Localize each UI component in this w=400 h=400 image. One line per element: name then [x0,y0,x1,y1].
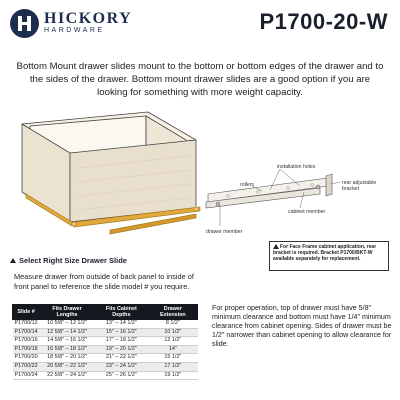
brand-logo [10,9,133,39]
header-drawer-extension: Drawer Extension [148,305,197,320]
header-drawer-lengths: Fits Drawer Lengths [40,305,95,320]
table-row [13,337,198,346]
table-cell: P1700/20 [13,354,40,363]
brand-name: HICKORY [44,10,133,27]
table-row [13,371,198,380]
table-cell: 13" – 14 1/2" [94,320,148,329]
section-title-text: Select Right Size Drawer Slide [19,256,127,265]
warning-icon [273,244,279,249]
intro-text: Bottom Mount drawer slides mount to the bottom or bottom edges of the drawer and to the sides of the drawer. Bottom mount drawer slides are a good option if you are looking for something with more weight capacity. [16,61,384,98]
header-cabinet-depths: Fits Cabinet Depths [94,305,148,320]
table-cell: 23" – 24 1/2" [94,362,148,371]
table-cell: 17 1/2" [148,362,197,371]
table-cell: 10 5/8" – 12 1/2" [40,320,95,329]
table-cell: 12 5/8" – 14 1/2" [40,328,95,337]
model-number: P1700-20-W [259,9,388,34]
face-frame-note-text: For Face Frame cabinet application, rear bracket is required. Bracket P1700/BKT-W available separately for replacement. [273,244,377,262]
clearance-text: For proper operation, top of drawer must have 5/8" minimum clearance and bottom must have 1/4" minimum clearance from cabinet opening. Sides of drawer must be 1/2" narrower than cabinet opening to allow clearance for slide. [212,304,392,348]
table-cell: P1700/16 [13,337,40,346]
table-cell: 15" – 16 1/2" [94,328,148,337]
size-table-header [13,305,198,320]
table-cell: 19" – 20 1/2" [94,345,148,354]
table-cell: 20 5/8" – 22 1/2" [40,362,95,371]
table-row [13,320,198,329]
warning-triangle-icon [10,258,16,263]
table-row [13,328,198,337]
table-cell: P1700/24 [13,371,40,380]
table-cell: 25" – 26 1/2" [94,371,148,380]
drawer-illustration [0,110,210,260]
logo-mark-icon [10,9,39,38]
table-cell: 18 5/8" – 20 1/2" [40,354,95,363]
table-cell: 12 1/2" [148,337,197,346]
brand-subtitle: HARDWARE [44,27,105,34]
table-row [13,345,198,354]
table-cell: 15 1/2" [148,354,197,363]
table-cell: P1700/18 [13,345,40,354]
label-rear-bracket: rear adjustable bracket [342,180,377,192]
table-cell: 21" – 22 1/2" [94,354,148,363]
table-cell: 14 5/8" – 16 1/2" [40,337,95,346]
table-cell: 16 5/8" – 18 1/2" [40,345,95,354]
label-drawer-member: drawer member [206,229,243,235]
table-row [13,362,198,371]
measure-instructions: Measure drawer from outside of back panel to inside of front panel to reference the slide model # you require. [14,272,194,291]
label-rollers: rollers [240,182,255,188]
table-cell: 22 5/8" – 24 1/2" [40,371,95,380]
section-title [10,256,127,265]
label-cabinet-member: cabinet member [288,209,326,215]
table-cell: P1700/12 [13,320,40,329]
table-cell: 14" [148,345,197,354]
size-table [12,304,198,380]
table-cell: P1700/22 [13,362,40,371]
table-cell: 17" – 18 1/2" [94,337,148,346]
label-installation-holes: installation holes [277,164,316,170]
table-cell: 8 1/2" [148,320,197,329]
table-row [13,354,198,363]
table-cell: P1700/14 [13,328,40,337]
table-cell: 19 1/2" [148,371,197,380]
table-cell: 10 1/2" [148,328,197,337]
header-slide: Slide # [13,305,40,320]
face-frame-note [269,241,389,271]
